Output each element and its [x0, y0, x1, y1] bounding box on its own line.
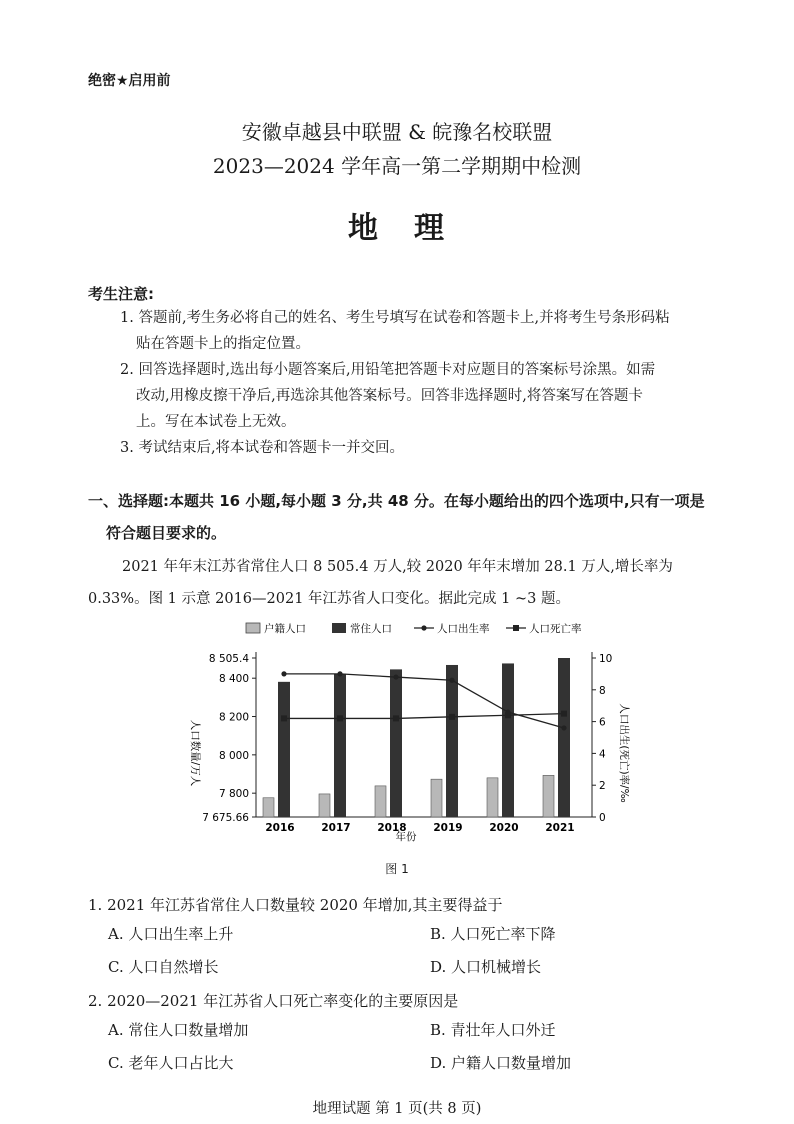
- y-left-tick-label: 7 800: [218, 788, 249, 801]
- subject-title: [0, 203, 794, 247]
- legend-label-birth: 人口出生率: [437, 623, 490, 635]
- point-death-rate: [561, 711, 567, 717]
- question-1-option-d: D. 人口机械增长: [430, 958, 542, 976]
- subject-char-1: 地: [348, 211, 380, 246]
- y-right-tick-label: 10: [599, 653, 613, 665]
- figure-caption: 图 1: [385, 862, 409, 876]
- subject-char-2: 理: [414, 211, 446, 246]
- legend-marker-death: [513, 625, 519, 631]
- legend-marker-birth: [421, 625, 426, 630]
- exam-title-line1: 安徽卓越县中联盟 & 皖豫名校联盟: [241, 120, 553, 144]
- bar-changzhu: [278, 682, 290, 817]
- section-heading-line1: 一、选择题:本题共 16 小题,每小题 3 分,共 48 分。在每小题给出的四个选项中,只有一项是: [88, 492, 705, 510]
- y-left-tick-label: 8 200: [218, 711, 249, 724]
- y-right-tick-label: 4: [599, 748, 606, 761]
- question-2-stem: 2. 2020—2021 年江苏省人口死亡率变化的主要原因是: [88, 992, 459, 1010]
- bar-hukou: [375, 786, 386, 817]
- x-tick-label: 2021: [545, 822, 575, 834]
- section-heading: [88, 485, 748, 549]
- x-tick-label: 2019: [433, 822, 463, 834]
- line-birth-rate: [284, 674, 564, 728]
- point-death-rate: [449, 714, 455, 720]
- chart-plot-area: [202, 652, 612, 834]
- notice-item-2-line2: 改动,用橡皮擦干净后,再选涂其他答案标号。回答非选择题时,将答案写在答题卡: [136, 388, 643, 404]
- section-heading-line2: 符合题目要求的。: [106, 524, 227, 542]
- y-right-tick-label: 2: [599, 780, 606, 793]
- notice-item-3-line1: 3. 考试结束后,将本试卷和答题卡一并交回。: [120, 440, 405, 456]
- point-death-rate: [393, 715, 399, 721]
- point-death-rate: [281, 715, 287, 721]
- bar-hukou: [543, 775, 554, 817]
- notice-item-1-line1: 1. 答题前,考生务必将自己的姓名、考生号填写在试卷和答题卡上,并将考生号条形码粘: [120, 310, 670, 326]
- page-footer: 地理试题 第 1 页(共 8 页): [312, 1101, 482, 1117]
- legend-label-hukou: 户籍人口: [264, 623, 306, 635]
- bar-changzhu: [334, 674, 346, 817]
- question-1-option-b: B. 人口死亡率下降: [430, 925, 556, 943]
- question-2-option-a: A. 常住人口数量增加: [108, 1021, 249, 1039]
- x-tick-label: 2017: [321, 822, 351, 834]
- bar-hukou: [487, 778, 498, 817]
- y-axis-left-label: 人口数量/万人: [189, 719, 201, 787]
- population-chart: [180, 615, 630, 855]
- question-2-option-b: B. 青壮年人口外迁: [430, 1021, 556, 1039]
- y-left-tick-label: 8 000: [218, 749, 249, 762]
- legend-label-changzhu: 常住人口: [350, 623, 392, 635]
- y-left-tick-label: 8 400: [218, 673, 249, 686]
- question-1: [88, 894, 748, 981]
- point-birth-rate: [393, 674, 398, 679]
- question-2-option-c: C. 老年人口占比大: [108, 1054, 234, 1072]
- chart-legend: [246, 622, 582, 635]
- question-1-stem: 1. 2021 年江苏省常住人口数量较 2020 年增加,其主要得益于: [88, 896, 503, 914]
- point-birth-rate: [449, 678, 454, 683]
- exam-title-line2: 2023—2024 学年高一第二学期期中检测: [212, 154, 582, 178]
- notice-item-2: [120, 357, 738, 435]
- bar-hukou: [263, 798, 274, 817]
- y-left-tick-label: 7 675.66: [202, 812, 249, 824]
- notice-item-1: [120, 305, 738, 357]
- point-birth-rate: [337, 671, 342, 676]
- legend-swatch-changzhu: [332, 623, 346, 633]
- y-left-tick-label: 8 505.4: [208, 653, 249, 665]
- notice-item-2-line1: 2. 回答选择题时,选出每小题答案后,用铅笔把答题卡对应题目的答案标号涂黑。如需: [120, 362, 656, 378]
- y-right-tick-label: 6: [599, 716, 606, 729]
- intro-line2: 0.33%。图 1 示意 2016—2021 年江苏省人口变化。据此完成 1 ~3 题。: [88, 591, 570, 607]
- question-intro: [88, 551, 748, 615]
- bar-hukou: [319, 794, 330, 817]
- legend-label-death: 人口死亡率: [529, 623, 582, 635]
- y-right-tick-label: 8: [599, 684, 606, 697]
- point-death-rate: [505, 712, 511, 718]
- question-2: [88, 990, 748, 1077]
- notice-item-2-line3: 上。写在本试卷上无效。: [136, 414, 296, 430]
- point-death-rate: [337, 715, 343, 721]
- question-2-option-d: D. 户籍人口数量增加: [430, 1054, 572, 1072]
- bar-changzhu: [390, 669, 402, 817]
- question-1-option-c: C. 人口自然增长: [108, 958, 219, 976]
- y-right-tick-label: 0: [599, 812, 606, 824]
- bar-changzhu: [446, 665, 458, 817]
- notice-item-3: [120, 435, 738, 461]
- x-axis-label: 年份: [395, 831, 417, 843]
- x-tick-label: 2016: [265, 822, 295, 834]
- confidential-mark: 绝密★启用前: [88, 73, 171, 89]
- bar-hukou: [431, 779, 442, 817]
- question-1-option-a: A. 人口出生率上升: [108, 925, 234, 943]
- x-tick-label: 2018: [377, 822, 407, 834]
- notice-item-1-line2: 贴在答题卡上的指定位置。: [136, 336, 310, 352]
- legend-swatch-hukou: [246, 623, 260, 633]
- notice-heading: 考生注意:: [88, 285, 154, 303]
- x-tick-label: 2020: [489, 822, 519, 834]
- y-axis-right-label: 人口出生(死亡)率/‰: [618, 703, 630, 803]
- point-birth-rate: [281, 671, 286, 676]
- point-birth-rate: [561, 725, 566, 730]
- bar-changzhu: [558, 658, 570, 817]
- bar-changzhu: [502, 663, 514, 817]
- intro-line1: 2021 年年末江苏省常住人口 8 505.4 万人,较 2020 年年末增加 28.1 万人,增长率为: [122, 559, 673, 575]
